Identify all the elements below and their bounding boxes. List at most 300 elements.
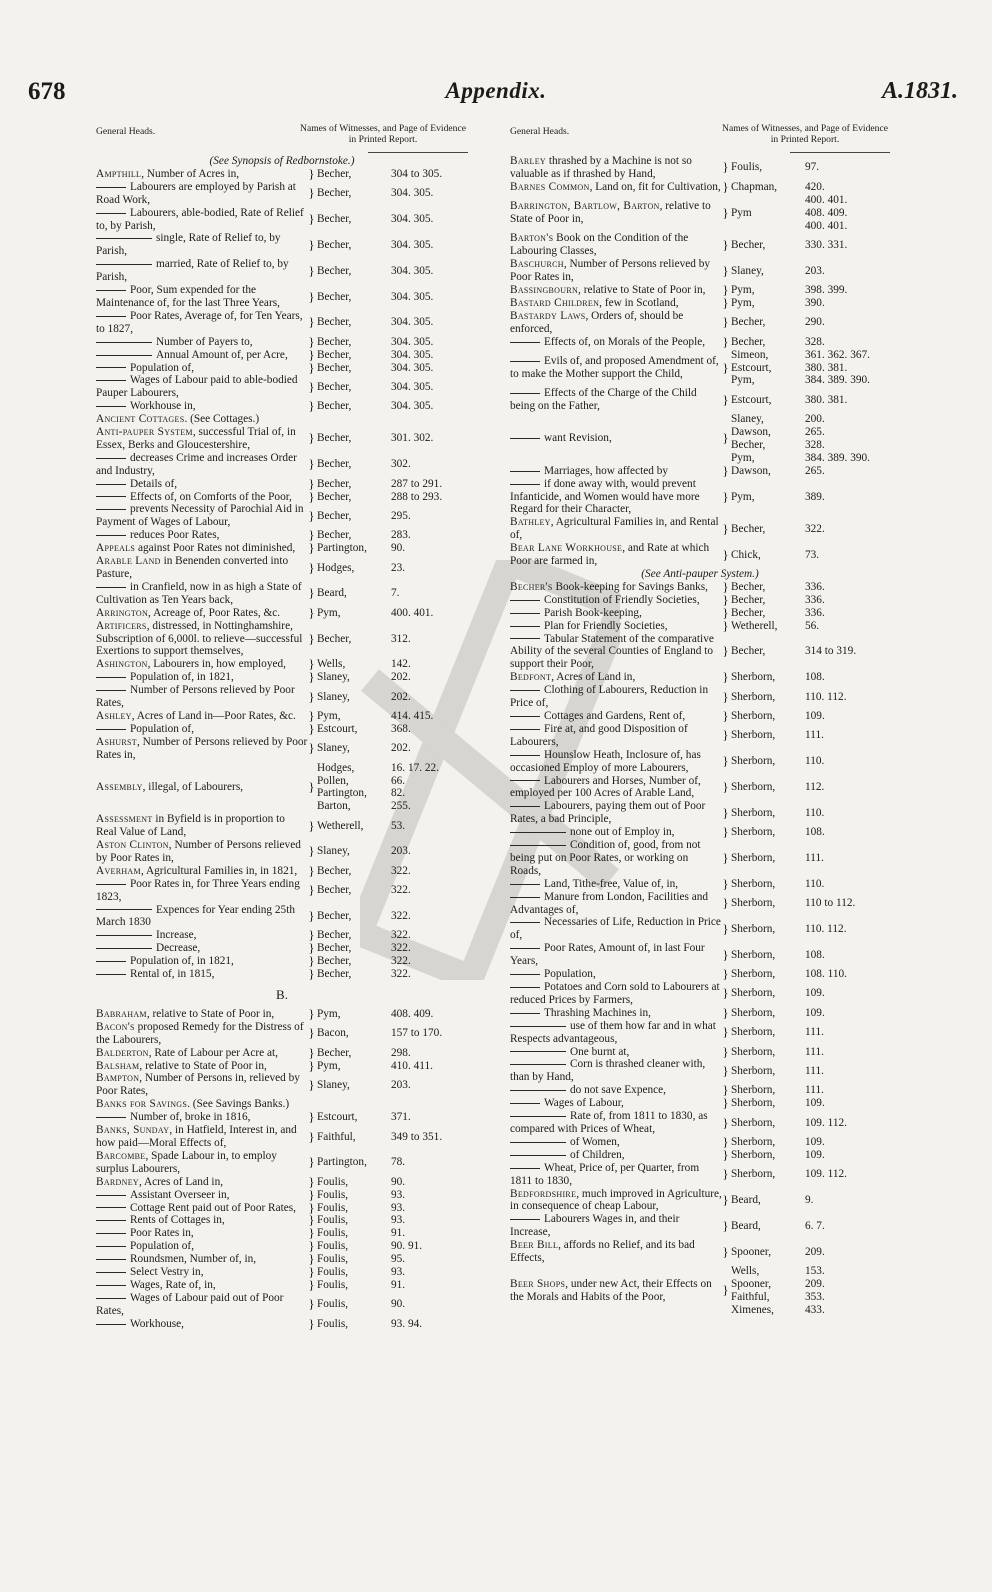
brace-icon: }	[308, 185, 315, 201]
page-reference: 9.	[805, 1193, 814, 1206]
entry-heading	[510, 1162, 722, 1188]
page-reference: 304. 305.	[391, 187, 434, 200]
page-reference: 322.	[805, 522, 825, 535]
entry-heading-text: in Cranfield, now in as high a State of Cultivation as Ten Years back,	[96, 580, 302, 606]
entry-heading	[96, 491, 308, 504]
brace-icon: }	[308, 1212, 315, 1228]
index-entry	[96, 620, 468, 659]
entry-heading-text: Baschurch, Number of Persons relieved by Poor Rates in,	[510, 258, 711, 284]
entry-heading	[510, 355, 722, 381]
index-entry	[96, 671, 468, 684]
page-reference: 110. 112.	[805, 922, 847, 935]
entry-heading	[96, 736, 308, 762]
left-index-list	[96, 155, 468, 1331]
page-reference: 91.	[391, 1278, 406, 1291]
ditto-rule	[510, 1168, 540, 1169]
heading-rule	[790, 152, 890, 153]
brace-icon: }	[308, 882, 315, 898]
index-entry	[510, 333, 890, 349]
index-entry	[510, 633, 890, 672]
index-entry	[510, 194, 890, 233]
index-entry	[96, 1227, 468, 1240]
ditto-rule	[96, 355, 152, 356]
page-reference: 322.	[391, 968, 411, 981]
ditto-rule	[510, 690, 540, 691]
entry-heading	[96, 362, 308, 375]
brace-icon: }	[722, 1043, 729, 1059]
right-column	[510, 124, 890, 1317]
brace-icon: }	[308, 1264, 315, 1280]
ditto-rule	[96, 729, 126, 730]
index-entry	[510, 775, 890, 801]
index-entry	[510, 284, 890, 297]
witness-name: Foulis,	[317, 1317, 349, 1330]
entry-heading-text: Poor, Sum expended for the Maintenance of, for the last Three Years,	[96, 284, 280, 309]
page-reference: 157 to 170.	[391, 1027, 443, 1040]
entry-heading	[510, 942, 722, 968]
ditto-rule	[96, 690, 126, 691]
entry-heading	[96, 1266, 308, 1279]
entry-heading	[96, 232, 308, 258]
entry-heading-text: of Children,	[570, 1148, 625, 1161]
page-reference: 202.	[391, 690, 411, 703]
ditto-rule	[96, 1117, 126, 1118]
entry-heading-text: Bastard Children, few in Scotland,	[510, 296, 679, 309]
index-entry	[96, 942, 468, 955]
index-entry	[510, 1110, 890, 1136]
index-entry	[96, 720, 468, 736]
index-entry	[96, 878, 468, 904]
brace-icon: }	[308, 940, 315, 956]
index-entry	[96, 1214, 468, 1227]
ditto-rule	[96, 496, 126, 497]
entry-heading	[96, 813, 308, 839]
brace-icon: }	[308, 1276, 315, 1292]
index-entry	[510, 1004, 890, 1020]
entry-heading	[96, 374, 308, 400]
entry-heading	[510, 1110, 722, 1136]
brace-icon: }	[722, 294, 729, 310]
page-title: Appendix.	[445, 78, 547, 103]
entry-heading-text: Hounslow Heath, Inclosure of, has occasioned Employ of more Labourers,	[510, 748, 701, 774]
witness-name: Chick,	[731, 548, 761, 561]
entry-heading-text: Bear Lane Workhouse, and Rate at which Poor are farmed in,	[510, 542, 710, 568]
page-reference: 202.	[391, 742, 411, 755]
page-reference: 110.	[805, 806, 825, 819]
page-reference: 298.	[391, 1046, 411, 1059]
index-entry	[510, 155, 890, 181]
page-reference: 93. 94.	[391, 1317, 423, 1330]
ditto-rule	[510, 1064, 566, 1065]
page-reference: 203.	[391, 1078, 411, 1091]
entry-heading-text: do not save Expence,	[570, 1084, 666, 1097]
index-entry	[96, 955, 468, 968]
page-reference: 109.	[805, 709, 825, 722]
index-entry	[510, 1239, 890, 1265]
witness-name: Sherborn,	[731, 1045, 776, 1058]
ditto-rule	[510, 974, 540, 975]
page-reference: 111.	[805, 851, 824, 864]
page-reference: 302.	[391, 458, 411, 471]
entry-heading	[510, 336, 722, 349]
page-reference: 322.	[391, 929, 411, 942]
ditto-rule	[510, 393, 540, 394]
entry-heading-text: Tabular Statement of the comparative Ability of the several Counties of England to support their Poor,	[510, 632, 714, 671]
index-entry	[96, 1150, 468, 1176]
index-entry	[96, 604, 468, 620]
page-reference: 93.	[391, 1214, 406, 1227]
brace-icon: }	[722, 391, 729, 407]
index-entry	[96, 333, 468, 349]
entry-heading	[96, 258, 308, 284]
entry-heading-text: Potatoes and Corn sold to Labourers at reduced Prices by Farmers,	[510, 981, 720, 1006]
right-column-heading	[510, 124, 890, 155]
brace-icon: }	[722, 727, 729, 743]
witness-name: Becher,	[731, 580, 766, 593]
index-entry	[510, 981, 890, 1007]
index-entry	[96, 1266, 468, 1279]
entry-heading-text: use of them how far and in what Respects advantageous,	[510, 1019, 716, 1045]
witness-name: Becher,	[731, 238, 766, 251]
entry-heading-text: (See Anti-pauper System.)	[641, 568, 759, 580]
entry-heading	[510, 1136, 722, 1149]
entry-heading-text: Number of Payers to,	[156, 335, 253, 348]
index-entry	[96, 581, 468, 607]
entry-heading	[510, 568, 890, 581]
ditto-rule	[510, 1103, 540, 1104]
ditto-rule	[96, 884, 126, 885]
brace-icon: }	[722, 578, 729, 594]
brace-icon: }	[308, 908, 315, 924]
page-reference: 314 to 319.	[805, 645, 857, 658]
entry-heading	[510, 1084, 722, 1097]
witness-name: Slaney,	[317, 845, 350, 858]
witness-name: Becher,	[317, 238, 352, 251]
witness-name: Pym	[731, 206, 752, 219]
page-reference: 328.	[805, 335, 825, 348]
ditto-rule	[96, 1259, 126, 1260]
witness-name: Becher,	[317, 264, 352, 277]
brace-icon: }	[308, 927, 315, 943]
brace-icon: }	[722, 1114, 729, 1130]
page-reference: 322.	[391, 910, 411, 923]
entry-heading	[96, 168, 308, 181]
entry-heading	[96, 1047, 308, 1060]
brace-icon: }	[308, 430, 315, 446]
ditto-rule	[510, 638, 540, 639]
page-reference: 312.	[391, 632, 411, 645]
entry-heading-text: none out of Employ in,	[570, 826, 675, 839]
ditto-rule	[96, 677, 126, 678]
page-reference: 398. 399.	[805, 284, 848, 297]
ditto-rule	[96, 509, 126, 510]
index-entry	[96, 1044, 468, 1060]
entry-heading-text: Rents of Cottages in,	[130, 1214, 225, 1227]
entry-heading-text: Condition of, good, from not being put on Poor Rates, or working on Roads,	[510, 839, 701, 877]
witness-name: Wells,	[317, 658, 346, 671]
ditto-rule	[96, 406, 126, 407]
ditto-rule	[96, 187, 126, 188]
entry-heading-text: Workhouse in,	[130, 400, 196, 413]
index-entry	[510, 349, 890, 388]
entry-heading	[510, 387, 722, 413]
brace-icon: }	[308, 1199, 315, 1215]
entry-heading-text: Workhouse,	[130, 1317, 184, 1330]
entry-heading-text: Plan for Friendly Societies,	[544, 619, 668, 632]
ditto-rule	[96, 1324, 126, 1325]
brace-icon: }	[722, 333, 729, 349]
entry-heading-text: reduces Poor Rates,	[130, 529, 220, 542]
index-entry	[96, 707, 468, 723]
witness-name: Becher,	[317, 432, 352, 445]
general-heads-label: General Heads.	[96, 126, 156, 137]
ditto-rule	[510, 1051, 566, 1052]
entry-heading-text: married, Rate of Relief to, by Parish,	[96, 258, 289, 284]
index-entry	[510, 1133, 890, 1149]
entry-heading-text: Population of,	[130, 1240, 195, 1253]
entry-heading-text: prevents Necessity of Parochial Aid in Payment of Wages of Labour,	[96, 503, 304, 529]
witness-name: Beard,	[731, 1193, 761, 1206]
index-entry	[510, 387, 890, 413]
brace-icon: }	[722, 895, 729, 911]
witness-name: Slaney,	[317, 1078, 350, 1091]
index-entry	[96, 839, 468, 865]
index-entry	[96, 1005, 468, 1021]
entry-heading-text: Select Vestry in,	[130, 1266, 204, 1279]
entry-heading-text: Bampton, Number of Persons in, relieved by Poor Rates,	[96, 1072, 300, 1098]
witness-name: Hodges,	[317, 561, 355, 574]
brace-icon: }	[308, 688, 315, 704]
entry-heading	[510, 465, 722, 478]
ditto-rule	[510, 780, 540, 781]
entry-heading-text: Effects of the Charge of the Child being on the Father,	[510, 387, 697, 413]
brace-icon: }	[308, 236, 315, 252]
witness-name: Chapman,	[731, 180, 778, 193]
entry-heading	[510, 432, 722, 445]
brace-icon: }	[308, 585, 315, 601]
entry-heading-text: Babraham, relative to State of Poor in,	[96, 1007, 275, 1020]
brace-icon: }	[308, 333, 315, 349]
ditto-rule	[96, 380, 126, 381]
index-entry	[510, 875, 890, 891]
entry-heading	[510, 684, 722, 710]
brace-icon: }	[722, 159, 729, 175]
brace-icon: }	[308, 604, 315, 620]
entry-heading	[96, 671, 308, 684]
entry-heading-text: Annual Amount of, per Acre,	[156, 348, 288, 361]
brace-icon: }	[722, 753, 729, 769]
witness-name: Becher,	[317, 477, 352, 490]
entry-heading-text: Rental of, in 1815,	[130, 968, 215, 981]
entry-heading-text: Clothing of Labourers, Reduction in Price of,	[510, 684, 709, 710]
page-reference: 336.	[805, 580, 825, 593]
index-entry	[510, 591, 890, 607]
entry-heading	[96, 658, 308, 671]
witness-name: Becher,	[317, 400, 352, 413]
ditto-rule	[96, 458, 126, 459]
index-entry	[96, 862, 468, 878]
entry-heading	[510, 723, 722, 749]
entry-heading-text: Wages of Labour,	[544, 1097, 624, 1110]
brace-icon: }	[308, 346, 315, 362]
brace-icon: }	[308, 1225, 315, 1241]
entry-heading	[510, 826, 722, 839]
index-entry	[96, 929, 468, 942]
entry-heading-text: Appeals against Poor Rates not diminished,	[96, 542, 296, 555]
witness-name: Sherborn,	[731, 1006, 776, 1019]
ditto-rule	[510, 1142, 566, 1143]
index-entry	[510, 1265, 890, 1317]
ditto-rule	[96, 213, 126, 214]
witness-name: Becher,	[317, 458, 352, 471]
witness-name: Becher,	[317, 348, 352, 361]
brace-icon: }	[722, 1146, 729, 1162]
index-entry	[510, 839, 890, 878]
brace-icon: }	[308, 359, 315, 375]
brace-icon: }	[722, 1004, 729, 1020]
brace-icon: }	[308, 527, 315, 543]
brace-icon: }	[722, 875, 729, 891]
witness-name: Sherborn,	[731, 806, 776, 819]
witnesses-label: Names of Witnesses, and Page of Evidence in Printed Report.	[300, 123, 466, 145]
entry-heading	[96, 1189, 308, 1202]
entry-heading-text: Effects of, on Morals of the People,	[544, 335, 706, 348]
entry-heading-text: Aston Clinton, Number of Persons relieved by Poor Rates in,	[96, 839, 301, 864]
entry-heading-text: Parish Book-keeping,	[544, 606, 642, 619]
brace-icon: }	[308, 720, 315, 736]
index-entry	[96, 813, 468, 839]
witness-name: Sherborn,	[731, 987, 776, 1000]
entry-heading	[510, 297, 722, 310]
entry-heading-text: if done away with, would prevent Infanticide, and Women would have more Regard for their Character,	[510, 477, 700, 516]
brace-icon: }	[308, 507, 315, 523]
index-entry	[510, 968, 890, 981]
brace-icon: }	[308, 656, 315, 672]
entry-heading-text: Bardney, Acres of Land in,	[96, 1175, 224, 1188]
brace-icon: }	[722, 359, 729, 375]
entry-heading	[510, 749, 722, 775]
ditto-rule	[96, 587, 126, 588]
witness-name: Simeon, Estcourt, Pym,	[731, 348, 772, 387]
witness-name: Bacon,	[317, 1027, 349, 1040]
index-entry	[510, 749, 890, 775]
ditto-rule	[510, 1090, 566, 1091]
entry-heading	[96, 1240, 308, 1253]
page-reference: 108.	[805, 826, 825, 839]
index-entry	[96, 258, 468, 284]
entry-heading-text: Bassingbourn, relative to State of Poor in,	[510, 284, 706, 297]
page-reference: 93.	[391, 1188, 406, 1201]
witness-name: Pym,	[317, 709, 341, 722]
ditto-rule	[510, 922, 540, 923]
witness-name: Becher,	[317, 968, 352, 981]
entry-heading	[510, 981, 722, 1007]
entry-heading-text: Poor Rates in, for Three Years ending 1823,	[96, 877, 300, 903]
brace-icon: }	[722, 804, 729, 820]
brace-icon: }	[722, 236, 729, 252]
entry-heading	[510, 620, 722, 633]
index-entry	[510, 258, 890, 284]
witness-name: Partington,	[317, 542, 367, 555]
entry-heading	[96, 942, 308, 955]
brace-icon: }	[722, 617, 729, 633]
ditto-rule	[96, 961, 126, 962]
entry-heading-text: want Revision,	[544, 432, 612, 445]
ditto-rule	[96, 367, 126, 368]
brace-icon: }	[308, 966, 315, 982]
witness-name: Becher,	[317, 910, 352, 923]
witness-name: Becher,	[731, 606, 766, 619]
witness-name: Sherborn,	[731, 671, 776, 684]
ditto-rule	[510, 897, 540, 898]
witness-name: Becher,	[731, 522, 766, 535]
entry-heading	[96, 607, 308, 620]
entry-heading	[96, 1279, 308, 1292]
witness-name: Becher,	[317, 864, 352, 877]
witness-name: Sherborn,	[731, 1084, 776, 1097]
index-entry	[96, 1173, 468, 1189]
witness-name: Becher,	[317, 490, 352, 503]
index-entry	[96, 1057, 468, 1073]
entry-heading	[96, 529, 308, 542]
witness-name: Becher,	[317, 290, 352, 303]
page-reference: 287 to 291.	[391, 477, 443, 490]
brace-icon: }	[722, 643, 729, 659]
entry-heading	[96, 400, 308, 413]
entry-heading-text: Ashurst, Number of Persons relieved by Poor Rates in,	[96, 735, 308, 761]
brace-icon: }	[722, 985, 729, 1001]
entry-heading-text: decreases Crime and increases Order and Industry,	[96, 451, 297, 477]
page-reference: 56.	[805, 619, 820, 632]
ditto-rule	[510, 342, 540, 343]
entry-heading-text: Marriages, how affected by	[544, 464, 669, 477]
witness-name: Sherborn,	[731, 877, 776, 890]
witness-name: Becher,	[317, 167, 352, 180]
entry-heading-text: Poor Rates, Average of, for Ten Years, to 1827,	[96, 309, 303, 335]
page-reference: 6. 7.	[805, 1219, 825, 1232]
brace-icon: }	[722, 1082, 729, 1098]
ditto-rule	[510, 1155, 566, 1156]
page-number: 678	[28, 78, 66, 105]
index-entry	[96, 1186, 468, 1202]
ditto-rule	[510, 1026, 566, 1027]
ditto-rule	[510, 716, 540, 717]
entry-heading-text: Anti-pauper System, successful Trial of, in Essex, Berks and Gloucestershire,	[96, 426, 296, 451]
index-entry	[510, 568, 890, 581]
ditto-rule	[510, 613, 540, 614]
page-reference: 109. 112.	[805, 1116, 847, 1129]
page-reference: 73.	[805, 548, 820, 561]
page-reference: 95.	[391, 1253, 406, 1266]
ditto-rule	[96, 1272, 126, 1273]
entry-heading-text: Manure from London, Facilities and Advantages of,	[510, 890, 709, 916]
entry-heading-text: Roundsmen, Number of, in,	[130, 1253, 257, 1266]
index-entry	[96, 181, 468, 207]
page-reference: 111.	[805, 1026, 824, 1039]
witness-name: Sherborn,	[731, 729, 776, 742]
entry-heading-text: Population of,	[130, 722, 195, 735]
ditto-rule	[96, 909, 152, 910]
brace-icon: }	[308, 540, 315, 556]
brace-icon: }	[308, 314, 315, 330]
witness-name: Beard,	[317, 587, 347, 600]
entry-heading	[96, 1060, 308, 1073]
entry-heading	[510, 633, 722, 672]
brace-icon: }	[308, 378, 315, 394]
page-reference: 304. 305.	[391, 361, 434, 374]
entry-heading	[96, 955, 308, 968]
brace-icon: }	[722, 669, 729, 685]
